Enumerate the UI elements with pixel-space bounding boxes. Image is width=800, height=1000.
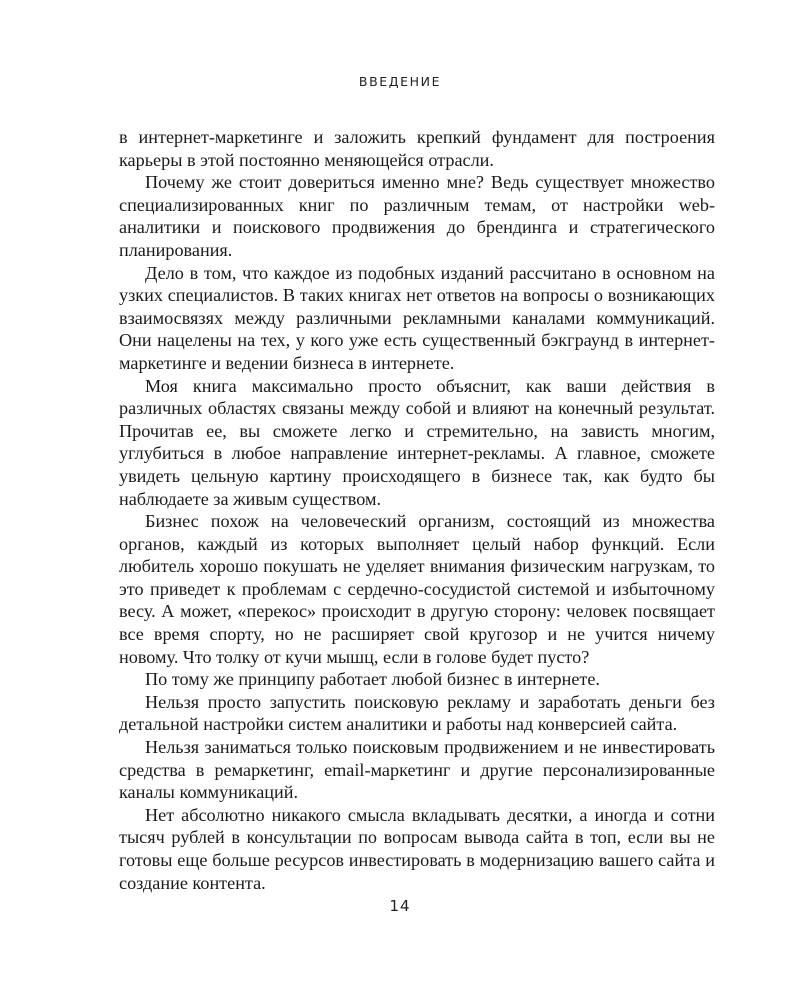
page-number: 14 [389, 897, 411, 915]
paragraph: Нельзя заниматься только поисковым продвижением и не инвестировать средства в ремаркетинг, email-маркетинг и другие персонализированные каналы коммуникаций. [119, 737, 715, 803]
paragraph: Моя книга максимально просто объяснит, как ваши действия в различных областях связаны между собой и влияют на конечный результат. Прочитав ее, вы сможете легко и стремительно, на зависть многим, углубиться в любое направление интернет-рекламы. А главное, сможете увидеть цельную картину происходящего в бизнесе так, как будто бы наблюдаете за живым существом. [119, 375, 715, 509]
running-head: ВВЕДЕНИЕ [358, 74, 442, 89]
paragraph: Нет абсолютно никакого смысла вкладывать десятки, а иногда и сотни тысяч рублей в консультации по вопросам вывода сайта в топ, если вы не готовы еще больше ресурсов инвестировать в модернизацию вашего сайта и создание контента. [119, 804, 715, 893]
paragraph: Нельзя просто запустить поисковую рекламу и заработать деньги без детальной настройки систем аналитики и работы над конверсией сайта. [119, 691, 715, 735]
paragraph-continued: в интернет-маркетинге и заложить крепкий фундамент для построения карьеры в этой постоянно меняющейся отрасли. [119, 127, 715, 170]
paragraph: Почему же стоит довериться именно мне? Ведь существует множество специализированных книг по различным темам, от настройки web-аналитики и поискового продвижения до брендинга и стратегического планирования. [119, 172, 715, 260]
paragraph: По тому же принципу работает любой бизнес в интернете. [145, 669, 600, 690]
paragraph: Дело в том, что каждое из подобных изданий рассчитано в основном на узких специалистов. В таких книгах нет ответов на вопросы о возникающих взаимосвязях между различными рекламными каналами коммуникаций. Они нацелены на тех, у кого уже есть существенный бэкграунд в интернет-маркетинге и ведении бизнеса в интернете. [119, 262, 715, 373]
paragraph: Бизнес похож на человеческий организм, состоящий из множества органов, каждый из которых выполняет целый набор функций. Если любитель хорошо покушать не уделяет внимания физическим нагрузкам, то это приведет к проблемам с сердечно-сосудистой системой и избыточному весу. А может, «перекос» происходит в другую сторону: человек посвящает все время спорту, но не расширяет свой кругозор и не учится ничему новому. Что толку от кучи мышц, если в голове будет пусто? [119, 511, 715, 667]
body-text [119, 126, 715, 894]
